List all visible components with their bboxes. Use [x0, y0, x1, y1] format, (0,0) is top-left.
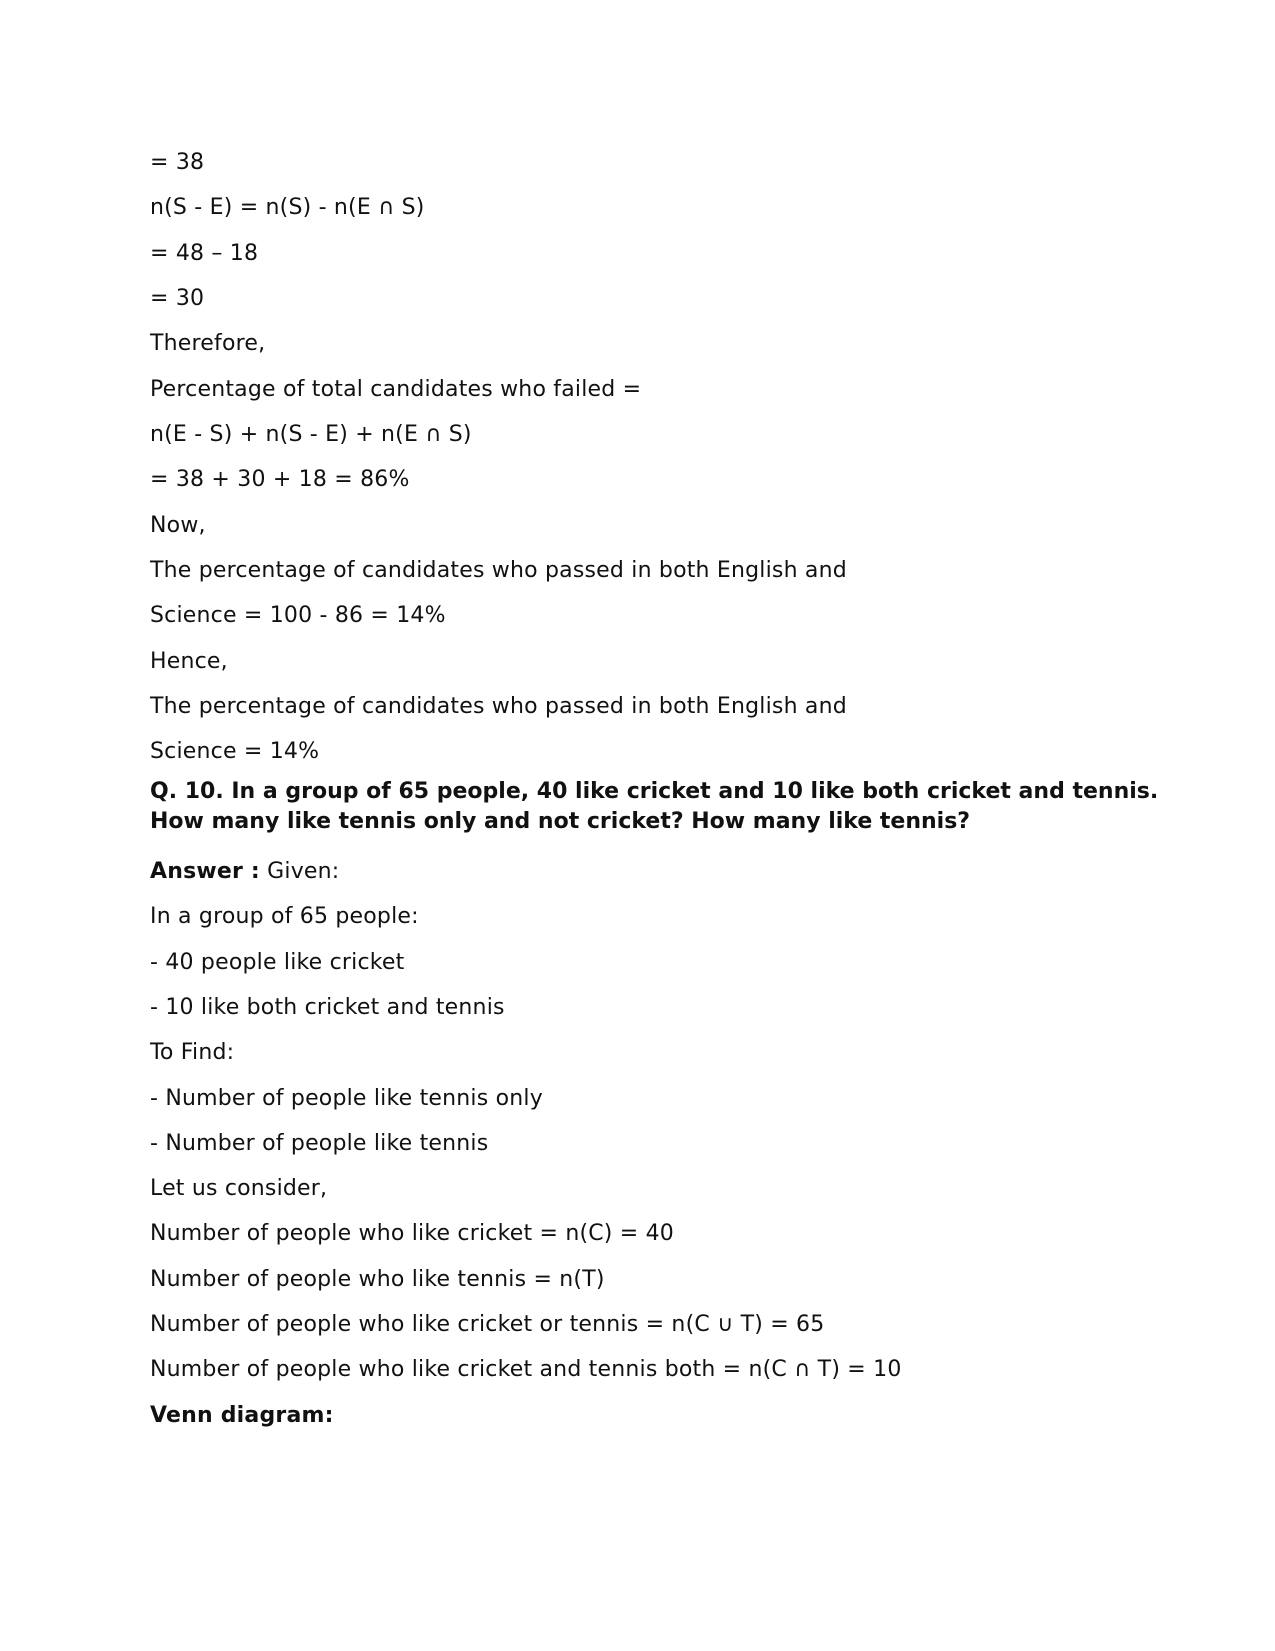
venn-heading: Venn diagram: [150, 1403, 334, 1428]
math-line: = 38 + 30 + 18 = 86% [150, 467, 410, 492]
math-line: n(S - E) = n(S) - n(E ∩ S) [150, 195, 425, 220]
math-line: Science = 14% [150, 739, 320, 764]
text-line: The percentage of candidates who passed in both English and [150, 558, 847, 583]
text-line: - Number of people like tennis only [150, 1086, 543, 1111]
question-line-2: How many like tennis only and not cricket? How many like tennis? [150, 809, 971, 834]
text-line: Percentage of total candidates who failed = [150, 377, 642, 402]
answer-text: Given: [259, 859, 340, 884]
text-line: Let us consider, [150, 1176, 328, 1201]
text-line: Number of people who like tennis = n(T) [150, 1267, 605, 1292]
text-line: Hence, [150, 649, 228, 674]
text-line: In a group of 65 people: [150, 904, 419, 929]
text-line: To Find: [150, 1040, 235, 1065]
text-line: The percentage of candidates who passed in both English and [150, 694, 847, 719]
math-line: = 48 – 18 [150, 241, 259, 266]
answer-line [150, 858, 339, 886]
math-line: n(E - S) + n(S - E) + n(E ∩ S) [150, 422, 472, 447]
text-line: Now, [150, 513, 206, 538]
text-line: Therefore, [150, 331, 266, 356]
answer-label: Answer : [150, 859, 260, 884]
text-line: - 10 like both cricket and tennis [150, 995, 505, 1020]
text-line: Number of people who like cricket = n(C) = 40 [150, 1221, 675, 1246]
text-line: Number of people who like cricket or tennis = n(C ∪ T) = 65 [150, 1312, 825, 1337]
question-heading [150, 777, 1158, 837]
math-line: = 38 [150, 150, 205, 175]
text-line: Number of people who like cricket and tennis both = n(C ∩ T) = 10 [150, 1357, 902, 1382]
math-line: = 30 [150, 286, 205, 311]
math-line: Science = 100 - 86 = 14% [150, 603, 446, 628]
question-line-1: Q. 10. In a group of 65 people, 40 like cricket and 10 like both cricket and tennis. [150, 779, 1159, 804]
text-line: - Number of people like tennis [150, 1131, 489, 1156]
text-line: - 40 people like cricket [150, 950, 405, 975]
